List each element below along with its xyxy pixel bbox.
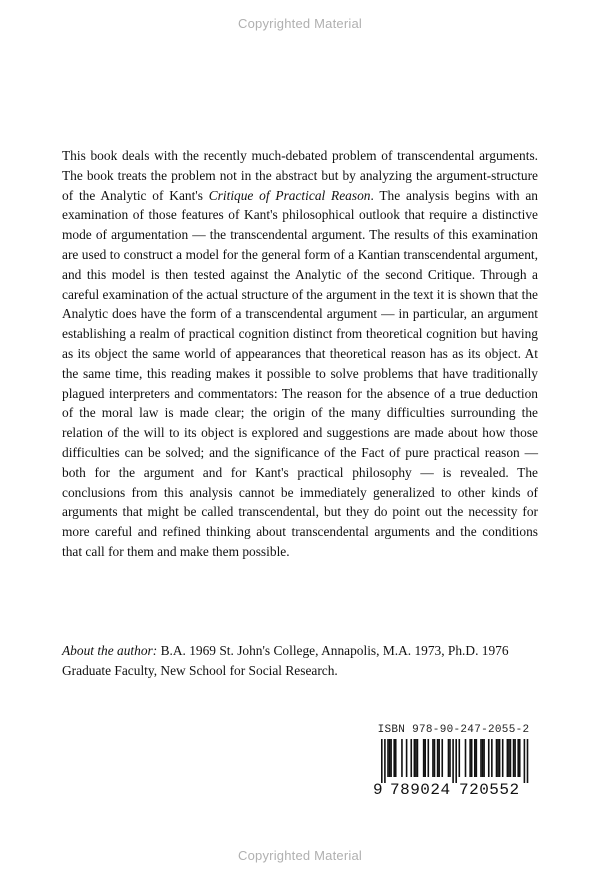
ean-left-group: 789024 <box>390 781 451 799</box>
barcode-bar <box>441 739 443 777</box>
barcode-bar <box>482 739 484 777</box>
barcode-bar <box>410 739 412 777</box>
author-note <box>62 641 542 681</box>
ean-right-group: 720552 <box>459 781 520 799</box>
barcode-bar <box>507 739 509 777</box>
barcode-bar <box>406 739 408 777</box>
barcode-bar <box>502 739 504 777</box>
barcode-image <box>377 739 530 783</box>
barcode-bar <box>474 739 476 777</box>
barcode-bar <box>513 739 515 777</box>
ean-first-digit: 9 <box>373 781 383 799</box>
barcode-bar <box>417 739 419 777</box>
book-description <box>62 146 538 562</box>
barcode-bar <box>414 739 416 777</box>
barcode-bar <box>517 739 519 777</box>
barcode-bar <box>459 739 461 777</box>
barcode-bar <box>469 739 471 777</box>
barcode-bar <box>496 739 498 777</box>
barcode-bar <box>499 739 501 777</box>
barcode-bar <box>387 739 389 777</box>
barcode-bar <box>395 739 397 777</box>
barcode-bar <box>389 739 391 777</box>
barcode-bar <box>428 739 430 777</box>
barcode-bar <box>488 739 490 777</box>
watermark-bottom: Copyrighted Material <box>238 848 362 863</box>
barcode-bar <box>519 739 521 777</box>
barcode-bar <box>449 739 451 777</box>
barcode-bar <box>434 739 436 777</box>
barcode-bar <box>415 739 417 777</box>
description-title-italic: Critique of Practical Reason <box>208 187 371 203</box>
ean-digits <box>373 781 534 801</box>
isbn-label: ISBN 978-90-247-2055-2 <box>377 724 530 736</box>
barcode-bar <box>510 739 512 777</box>
barcode-bar <box>471 739 473 777</box>
barcode-bar <box>390 739 392 777</box>
barcode-bar <box>438 739 440 777</box>
barcode-bar <box>437 739 439 777</box>
barcode-bar <box>527 739 529 783</box>
barcode-bar <box>424 739 426 777</box>
author-lead: About the author: <box>62 643 158 658</box>
barcode-bar <box>497 739 499 777</box>
barcode-bar <box>448 739 450 777</box>
barcode-bar <box>455 739 457 783</box>
description-part-1: This book deals with the recently much-debated problem of transcendental arguments. The book treats the problem not in the abstract but by analyzing the argument-structure of the Analytic of Kant's <box>62 148 538 203</box>
barcode-bar <box>393 739 395 777</box>
barcode-bar <box>514 739 516 777</box>
barcode-bar <box>491 739 493 777</box>
barcode-bar <box>384 739 386 783</box>
barcode-bar <box>508 739 510 777</box>
barcode-bar <box>381 739 383 783</box>
barcode-bar <box>432 739 434 777</box>
author-text: B.A. 1969 St. John's College, Annapolis, M.A. 1973, Ph.D. 1976 Graduate Faculty, New School for Social Research. <box>62 643 509 678</box>
barcode-bar <box>401 739 403 777</box>
barcode-bar <box>423 739 425 777</box>
watermark-top: Copyrighted Material <box>238 16 362 31</box>
isbn-barcode-block <box>373 724 534 803</box>
barcode-bar <box>452 739 454 783</box>
barcode-bar <box>524 739 526 783</box>
description-part-2: . The analysis begins with an examination of those features of Kant's philosophical outlook that require a distinctive mode of argumentation — the transcendental argument. The results of this examination are used to construct a model for the general form of a Kantian transcendental argument, and this model is then tested against the Analytic of the second Critique. Through a careful examination of the actual structure of the argument in the text it is shown that the Analytic does have the form of a transcendental argument — in particular, an argument establishing a realm of practical cognition distinct from theoretical cognition but having as its object the same world of appearances that theoretical reason has as its object. At the same time, this reading makes it possible to solve problems that have traditionally plagued interpreters and commentators: The reason for the absence of a true deduction of the moral law is made clear; the origin of the many difficulties surrounding the relation of the will to its object is explored and suggestions are made about how those difficulties can be solved; and the significance of the Fact of pure practical reason — both for the argument and for Kant's practical philosophy — is revealed. The conclusions from this analysis cannot be immediately generalized to other kinds of arguments that might be called transcendental, but they do point out the necessity for more careful and refined thinking about transcendental arguments and the conditions that call for them and make them possible. <box>62 187 538 559</box>
barcode-bar <box>480 739 482 777</box>
barcode-bar <box>483 739 485 777</box>
barcode-bar <box>476 739 478 777</box>
barcode-bar <box>465 739 467 777</box>
